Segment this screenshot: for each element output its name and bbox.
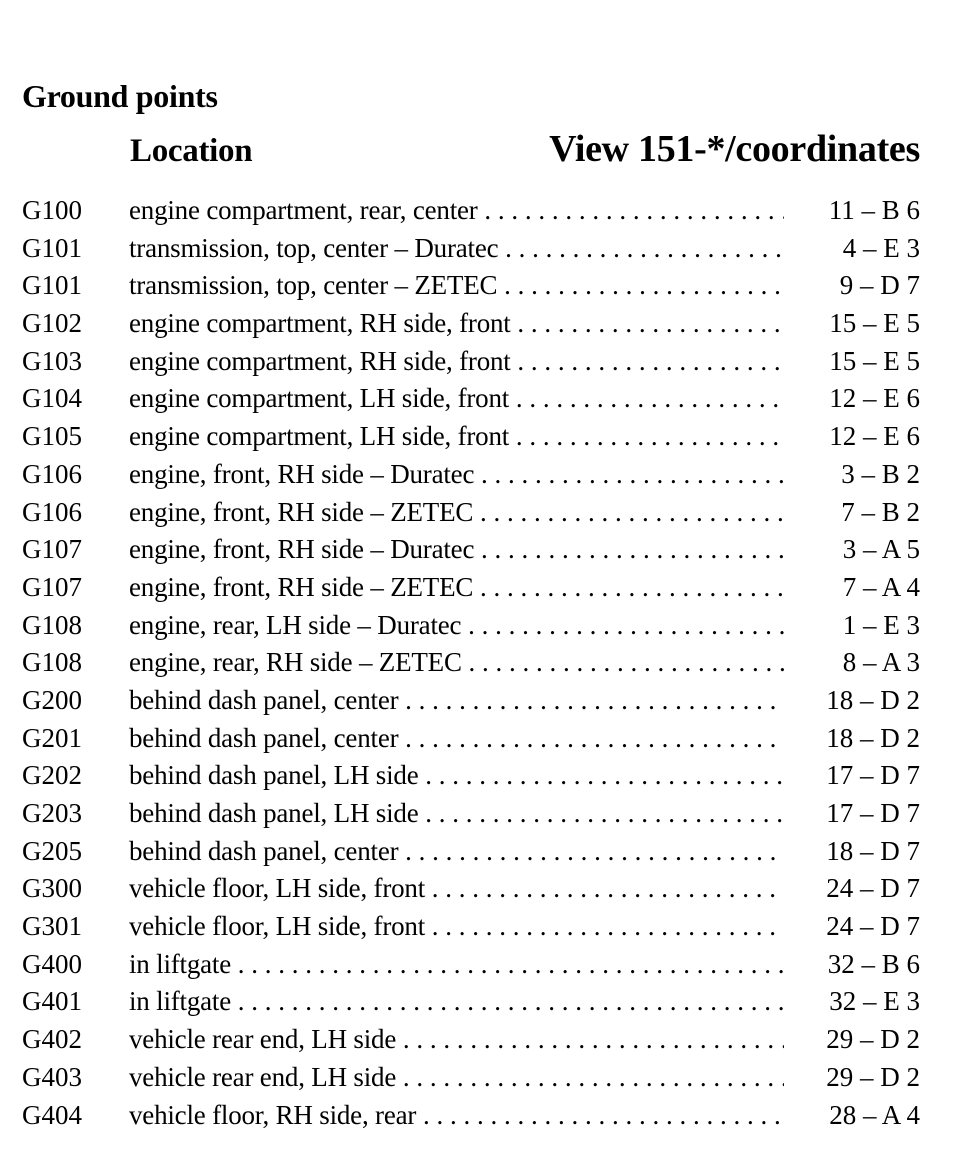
- ground-points-list: [0, 192, 972, 1134]
- list-item: [0, 795, 972, 833]
- view-coordinate: 3 – B 2: [841, 458, 920, 489]
- ground-location: vehicle floor, RH side, rear . . .: [129, 1097, 784, 1134]
- section-title: Ground points: [22, 78, 218, 114]
- view-coordinate: 11 – B 6: [828, 195, 920, 225]
- view-coordinate: 18 – D 2: [826, 722, 920, 753]
- ground-code: G301: [22, 911, 82, 942]
- ground-location: behind dash panel, center . . .: [129, 682, 784, 719]
- view-coordinate: 32 – E 3: [829, 986, 920, 1017]
- list-item: [0, 1059, 972, 1097]
- view-coordinate: 17 – D 7: [826, 798, 920, 828]
- ground-code: G100: [22, 195, 82, 225]
- ground-location: transmission, top, center – Duratec . . .: [129, 230, 784, 267]
- ground-code: G400: [22, 948, 82, 979]
- ground-location: engine compartment, LH side, front . . .: [129, 418, 784, 455]
- ground-location: vehicle floor, LH side, front . . .: [129, 870, 784, 907]
- view-coordinate: 15 – E 5: [829, 345, 920, 376]
- ground-location: transmission, top, center – ZETEC . . .: [129, 267, 784, 304]
- ground-code: G103: [22, 345, 82, 376]
- ground-location: behind dash panel, center . . .: [129, 833, 784, 870]
- ground-code: G105: [22, 421, 82, 452]
- ground-location: engine, rear, LH side – Duratec . . .: [129, 607, 784, 644]
- list-item: [0, 908, 972, 946]
- ground-code: G403: [22, 1061, 82, 1092]
- view-coordinate: 24 – D 7: [826, 911, 920, 942]
- view-coordinate: 12 – E 6: [829, 421, 920, 452]
- view-coordinate: 15 – E 5: [829, 308, 920, 339]
- ground-code: G404: [22, 1099, 82, 1130]
- ground-code: G402: [22, 1024, 82, 1055]
- ground-code: G101: [22, 232, 82, 263]
- ground-location: behind dash panel, center . . .: [129, 720, 784, 757]
- view-coordinate: 32 – B 6: [827, 948, 920, 979]
- ground-code: G106: [22, 496, 82, 527]
- list-item: [0, 569, 972, 607]
- ground-code: G300: [22, 873, 82, 904]
- view-coordinate: 9 – D 7: [839, 270, 920, 301]
- ground-location: in liftgate . . .: [129, 946, 784, 983]
- view-coordinate: 8 – A 3: [842, 647, 920, 678]
- list-item: [0, 267, 972, 305]
- column-header-view-coordinates: View 151-*/coordinates: [549, 128, 920, 170]
- ground-code: G202: [22, 760, 82, 791]
- view-coordinate: 1 – E 3: [842, 609, 920, 640]
- list-item: [0, 192, 972, 230]
- ground-code: G108: [22, 609, 82, 640]
- ground-code: G104: [22, 383, 82, 414]
- ground-location: engine, front, RH side – ZETEC . . .: [129, 569, 784, 606]
- ground-location: engine, front, RH side – Duratec . . .: [129, 531, 784, 568]
- ground-code: G107: [22, 571, 82, 602]
- view-coordinate: 3 – A 5: [842, 534, 920, 565]
- list-item: [0, 1021, 972, 1059]
- ground-location: engine, front, RH side – ZETEC . . .: [129, 494, 784, 531]
- ground-code: G401: [22, 986, 82, 1017]
- ground-code: G200: [22, 684, 82, 715]
- view-coordinate: 18 – D 2: [826, 684, 920, 715]
- view-coordinate: 12 – E 6: [829, 383, 920, 414]
- ground-location: engine compartment, LH side, front . . .: [129, 380, 784, 417]
- list-item: [0, 494, 972, 532]
- view-coordinate: 28 – A 4: [829, 1099, 920, 1130]
- ground-location: engine compartment, RH side, front . . .: [129, 343, 784, 380]
- ground-code: G102: [22, 308, 82, 339]
- view-coordinate: 29 – D 2: [826, 1024, 920, 1055]
- ground-code: G108: [22, 647, 82, 678]
- ground-location: vehicle rear end, LH side . . .: [129, 1021, 784, 1058]
- list-item: [0, 343, 972, 381]
- ground-code: G106: [22, 458, 82, 489]
- ground-location: behind dash panel, LH side . . .: [129, 795, 784, 832]
- ground-location: engine compartment, RH side, front . . .: [129, 305, 784, 342]
- column-header-location: Location: [130, 133, 253, 169]
- view-coordinate: 7 – B 2: [841, 496, 920, 527]
- ground-location: engine, rear, RH side – ZETEC . . .: [129, 644, 784, 681]
- list-item: [0, 946, 972, 984]
- list-item: [0, 418, 972, 456]
- ground-location: behind dash panel, LH side . . .: [129, 757, 784, 794]
- list-item: [0, 531, 972, 569]
- ground-location: engine compartment, rear, center . . .: [129, 192, 784, 229]
- ground-location: in liftgate . . .: [129, 983, 784, 1020]
- ground-code: G101: [22, 270, 82, 301]
- list-item: [0, 456, 972, 494]
- list-item: [0, 644, 972, 682]
- list-item: [0, 757, 972, 795]
- list-item: [0, 230, 972, 268]
- list-item: [0, 380, 972, 418]
- view-coordinate: 24 – D 7: [826, 873, 920, 904]
- ground-location: engine, front, RH side – Duratec . . .: [129, 456, 784, 493]
- list-item: [0, 833, 972, 871]
- list-item: [0, 305, 972, 343]
- ground-location: vehicle rear end, LH side . . .: [129, 1059, 784, 1096]
- list-item: [0, 682, 972, 720]
- list-item: [0, 870, 972, 908]
- view-coordinate: 7 – A 4: [842, 571, 920, 602]
- list-item: [0, 607, 972, 645]
- view-coordinate: 29 – D 2: [826, 1061, 920, 1092]
- list-item: [0, 983, 972, 1021]
- list-item: [0, 1097, 972, 1135]
- ground-location: vehicle floor, LH side, front . . .: [129, 908, 784, 945]
- view-coordinate: 18 – D 7: [826, 835, 920, 866]
- list-item: [0, 720, 972, 758]
- ground-code: G201: [22, 722, 82, 753]
- view-coordinate: 17 – D 7: [826, 760, 920, 791]
- ground-code: G205: [22, 835, 82, 866]
- ground-code: G203: [22, 798, 82, 828]
- ground-code: G107: [22, 534, 82, 565]
- view-coordinate: 4 – E 3: [842, 232, 920, 263]
